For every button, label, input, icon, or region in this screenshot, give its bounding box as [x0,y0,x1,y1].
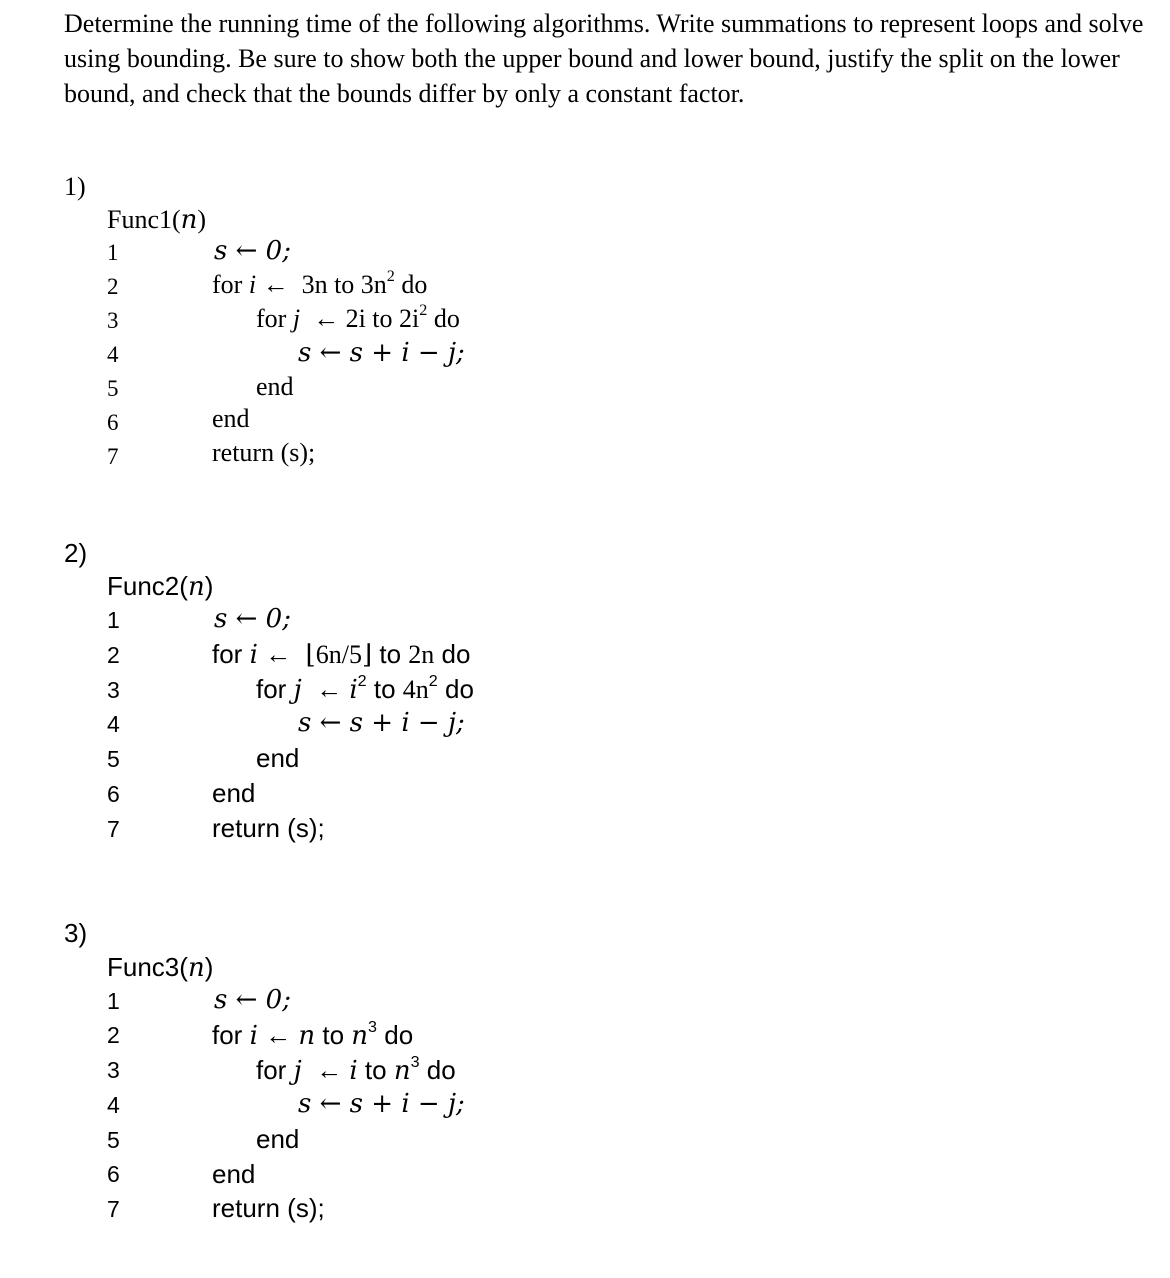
code-line-7: return (s); [212,1193,325,1223]
code-line-2: for i ← ⌊6n/5⌋ to 2n do [212,639,471,670]
code-line-6: end [212,778,256,808]
line-number: 7 [107,444,119,469]
code-line-3: for j ← $i^2$ to $4n^2$ do [256,671,474,705]
line-number: 4 [107,342,119,367]
code-line-2: for i ← 3n to $3n^2$ do [212,267,428,299]
line-number: 6 [107,410,119,435]
line-number: 2 [107,1022,120,1048]
line-number: 7 [107,816,120,842]
function-signature: Func2(n) [107,571,214,602]
line-number: 2 [107,642,120,668]
code-line-6: end [212,1159,256,1189]
code-line-7: return (s); [212,813,325,843]
code-line-3: for j ← i to $n^3$ do [256,1052,456,1086]
instructions-paragraph: Determine the running time of the following algorithms. Write summations to represent loops and solve using bounding. Be sure to show both the upper bound and lower bound, justify the split on the lower bound, and check that the bounds differ by only a constant factor. [64,9,1144,108]
line-number: 1 [107,607,120,633]
problem-number: 1) [64,172,86,201]
line-number: 2 [107,274,119,299]
code-line-5: end [256,372,294,401]
line-number: 1 [107,240,119,265]
code-line-3: for j ← 2i to $2i^2$ do [256,301,460,333]
code-line-7: return (s); [212,438,316,467]
line-number: 1 [107,988,120,1014]
code-line-5: end [256,1124,300,1154]
code-line-4: s ← s + i − j; [298,338,465,368]
line-number: 5 [107,376,119,401]
line-number: 6 [107,1161,120,1187]
code-line-1: s ← 0; [214,604,291,634]
line-number: 3 [107,308,119,333]
line-number: 6 [107,781,120,807]
line-number: 4 [107,1092,120,1118]
function-signature: Func3(n) [107,952,214,983]
line-number: 7 [107,1196,120,1222]
line-number: 5 [107,746,120,772]
problem-number: 2) [64,538,88,568]
code-line-4: s ← s + i − j; [298,1089,465,1119]
line-number: 4 [107,711,120,737]
function-signature: Func1(n) [107,205,207,235]
code-line-1: s ← 0; [214,985,291,1015]
code-line-5: end [256,743,300,773]
code-line-4: s ← s + i − j; [298,708,465,738]
code-line-2: for i ← n to $n^3$ do [212,1017,414,1051]
line-number: 3 [107,1057,120,1083]
line-number: 3 [107,677,120,703]
problem-number: 3) [64,918,88,948]
code-line-1: s ← 0; [214,236,291,266]
line-number: 5 [107,1127,120,1153]
code-line-6: end [212,404,250,433]
